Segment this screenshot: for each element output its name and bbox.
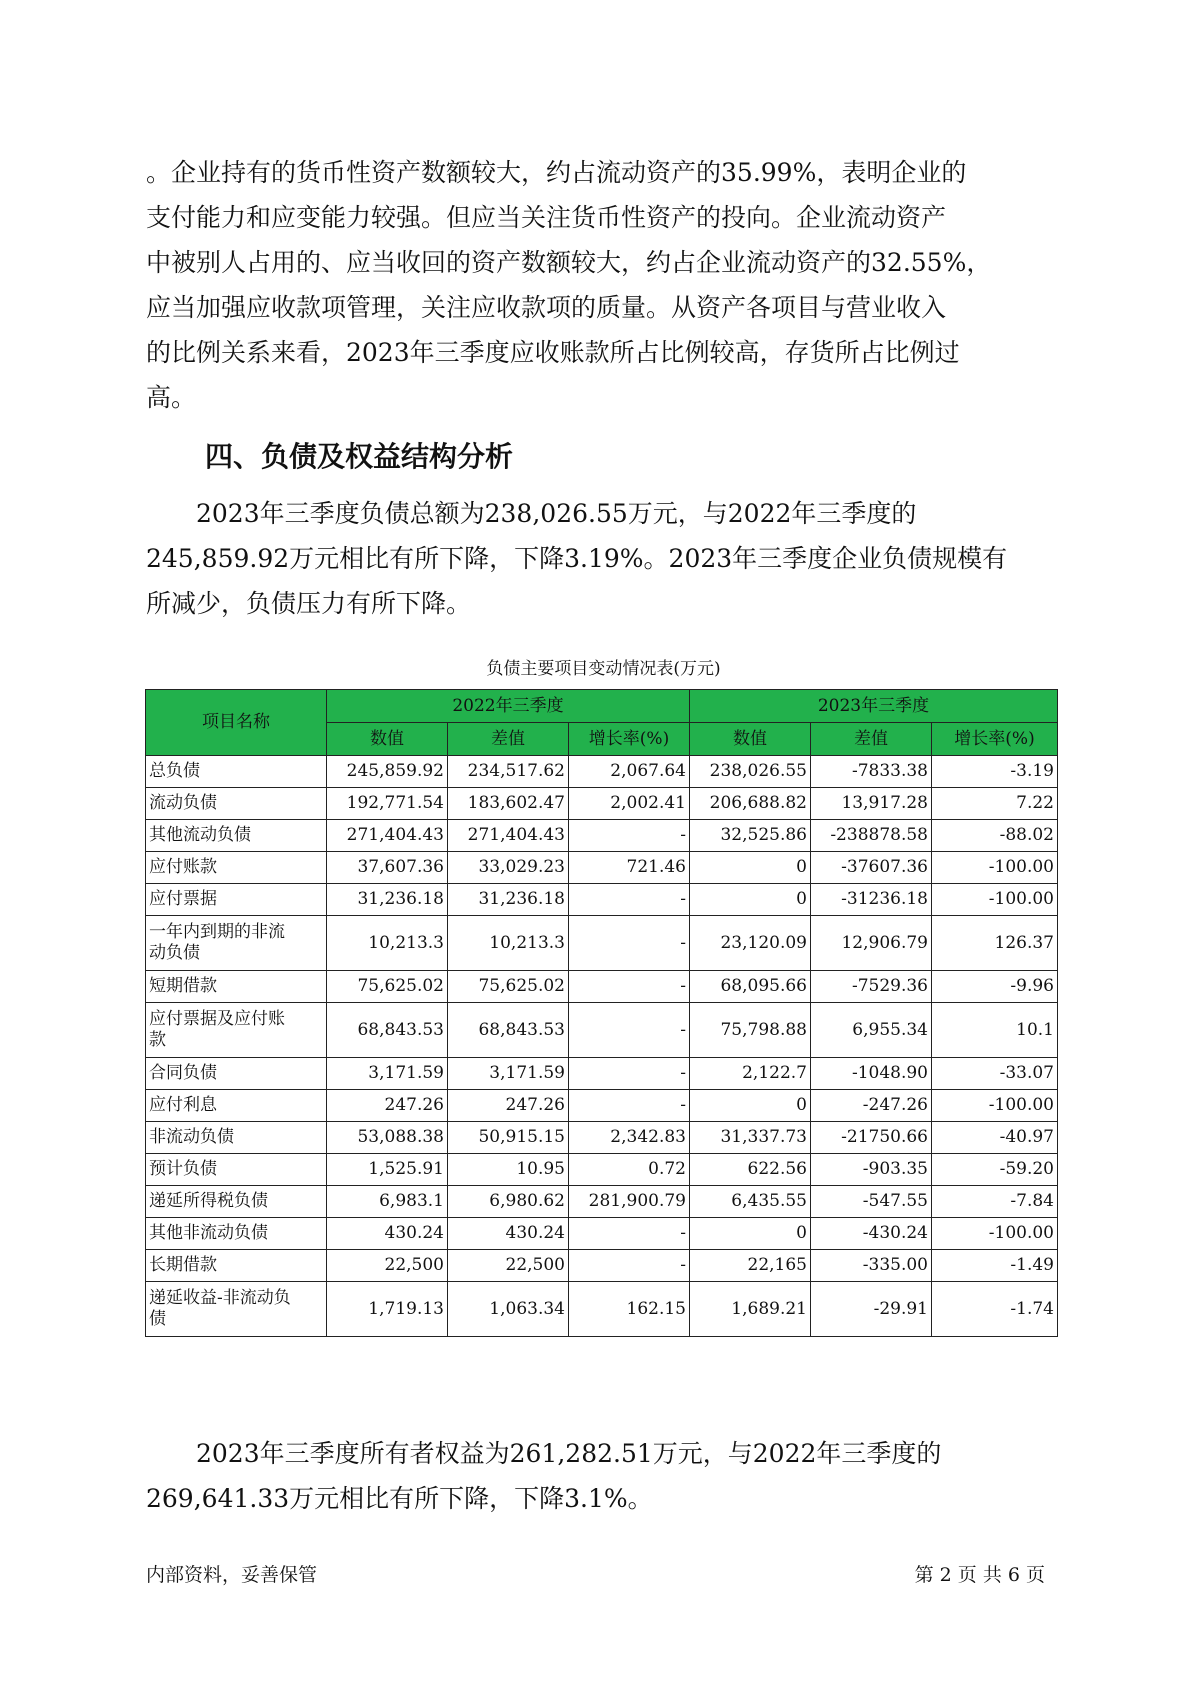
cell-growth-rate-2022: 2,342.83 [569, 1122, 690, 1154]
cell-difference-2023: -430.24 [811, 1218, 932, 1250]
cell-difference-2023: -547.55 [811, 1186, 932, 1218]
paragraph-line: 。企业持有的货币性资产数额较大，约占流动资产的35.99%，表明企业的 [146, 158, 967, 187]
cell-value-2022: 192,771.54 [327, 788, 448, 820]
row-label [146, 756, 327, 788]
cell-growth-rate-2022: 162.15 [569, 1282, 690, 1337]
table-row [146, 1218, 1058, 1250]
cell-value-2023: 68,095.66 [690, 971, 811, 1003]
cell-value-2022: 3,171.59 [327, 1058, 448, 1090]
paragraph-line: 高。 [146, 383, 197, 412]
cell-difference-2022: 75,625.02 [448, 971, 569, 1003]
footer-confidential-note: 内部资料，妥善保管 [146, 1564, 318, 1586]
cell-value-2023: 0 [690, 1218, 811, 1250]
cell-difference-2023: -903.35 [811, 1154, 932, 1186]
header-value-2023: 数值 [690, 723, 811, 756]
cell-value-2023: 206,688.82 [690, 788, 811, 820]
cell-difference-2022: 247.26 [448, 1090, 569, 1122]
cell-growth-rate-2023: -1.49 [932, 1250, 1058, 1282]
row-label-line: 应付账款 [149, 857, 217, 877]
row-label-line: 应付票据及应付账 [149, 1009, 285, 1029]
cell-value-2023: 75,798.88 [690, 1003, 811, 1058]
cell-growth-rate-2022: - [569, 1003, 690, 1058]
cell-growth-rate-2022: 2,067.64 [569, 756, 690, 788]
cell-difference-2022: 6,980.62 [448, 1186, 569, 1218]
cell-growth-rate-2022: - [569, 820, 690, 852]
row-label [146, 1250, 327, 1282]
cell-difference-2023: -335.00 [811, 1250, 932, 1282]
cell-value-2023: 0 [690, 852, 811, 884]
cell-value-2023: 0 [690, 1090, 811, 1122]
row-label [146, 852, 327, 884]
cell-value-2023: 1,689.21 [690, 1282, 811, 1337]
cell-difference-2022: 22,500 [448, 1250, 569, 1282]
cell-value-2023: 2,122.7 [690, 1058, 811, 1090]
cell-value-2023: 22,165 [690, 1250, 811, 1282]
cell-growth-rate-2023: -33.07 [932, 1058, 1058, 1090]
table-row [146, 1282, 1058, 1337]
cell-growth-rate-2023: 10.1 [932, 1003, 1058, 1058]
row-label-line: 债 [149, 1309, 166, 1329]
cell-growth-rate-2023: -100.00 [932, 884, 1058, 916]
header-difference-2023: 差值 [811, 723, 932, 756]
paragraph-line: 所减少，负债压力有所下降。 [146, 589, 472, 618]
cell-difference-2022: 31,236.18 [448, 884, 569, 916]
row-label [146, 1122, 327, 1154]
cell-value-2023: 31,337.73 [690, 1122, 811, 1154]
table-row [146, 971, 1058, 1003]
row-label [146, 788, 327, 820]
liability-table [145, 689, 1058, 1337]
cell-difference-2023: 12,906.79 [811, 916, 932, 971]
table-row [146, 1154, 1058, 1186]
row-label-line: 应付票据 [149, 889, 217, 909]
cell-value-2022: 75,625.02 [327, 971, 448, 1003]
cell-value-2022: 68,843.53 [327, 1003, 448, 1058]
paragraph-line: 支付能力和应变能力较强。但应当关注货币性资产的投向。企业流动资产 [146, 203, 947, 232]
cell-difference-2022: 183,602.47 [448, 788, 569, 820]
paragraph-equity [146, 1431, 1061, 1521]
cell-difference-2023: -247.26 [811, 1090, 932, 1122]
row-label-line: 递延收益-非流动负 [149, 1288, 291, 1308]
table-row [146, 1186, 1058, 1218]
row-label [146, 820, 327, 852]
row-label-line: 非流动负债 [149, 1127, 234, 1147]
table-row [146, 1058, 1058, 1090]
cell-difference-2022: 430.24 [448, 1218, 569, 1250]
row-label [146, 916, 327, 971]
row-label [146, 884, 327, 916]
paragraph-asset-structure [146, 150, 1061, 420]
cell-value-2023: 32,525.86 [690, 820, 811, 852]
cell-value-2022: 37,607.36 [327, 852, 448, 884]
cell-value-2023: 0 [690, 884, 811, 916]
cell-growth-rate-2023: 7.22 [932, 788, 1058, 820]
cell-value-2023: 622.56 [690, 1154, 811, 1186]
cell-growth-rate-2023: -100.00 [932, 1090, 1058, 1122]
paragraph-line: 269,641.33万元相比有所下降，下降3.1%。 [146, 1484, 653, 1513]
row-label-line: 应付利息 [149, 1095, 217, 1115]
cell-growth-rate-2022: 2,002.41 [569, 788, 690, 820]
cell-difference-2023: -37607.36 [811, 852, 932, 884]
row-label-line: 递延所得税负债 [149, 1191, 268, 1211]
cell-difference-2022: 234,517.62 [448, 756, 569, 788]
row-label-line: 动负债 [149, 943, 200, 963]
row-label-line: 款 [149, 1030, 166, 1050]
cell-growth-rate-2023: -7.84 [932, 1186, 1058, 1218]
cell-value-2022: 271,404.43 [327, 820, 448, 852]
cell-difference-2023: -31236.18 [811, 884, 932, 916]
cell-value-2022: 31,236.18 [327, 884, 448, 916]
cell-growth-rate-2022: - [569, 1058, 690, 1090]
cell-difference-2022: 50,915.15 [448, 1122, 569, 1154]
table-row [146, 1090, 1058, 1122]
cell-growth-rate-2022: - [569, 916, 690, 971]
cell-difference-2023: -1048.90 [811, 1058, 932, 1090]
cell-growth-rate-2023: -1.74 [932, 1282, 1058, 1337]
cell-difference-2023: -7529.36 [811, 971, 932, 1003]
paragraph-line: 的比例关系来看，2023年三季度应收账款所占比例较高，存货所占比例过 [146, 338, 960, 367]
cell-value-2022: 1,719.13 [327, 1282, 448, 1337]
table-row [146, 1250, 1058, 1282]
row-label [146, 1282, 327, 1337]
cell-growth-rate-2023: -88.02 [932, 820, 1058, 852]
cell-value-2022: 22,500 [327, 1250, 448, 1282]
row-label-line: 流动负债 [149, 793, 217, 813]
cell-difference-2022: 68,843.53 [448, 1003, 569, 1058]
table-row [146, 756, 1058, 788]
row-label-line: 短期借款 [149, 976, 217, 996]
cell-value-2022: 1,525.91 [327, 1154, 448, 1186]
cell-growth-rate-2022: 721.46 [569, 852, 690, 884]
paragraph-liability-total [146, 491, 1061, 626]
cell-value-2023: 238,026.55 [690, 756, 811, 788]
cell-value-2022: 245,859.92 [327, 756, 448, 788]
cell-value-2022: 6,983.1 [327, 1186, 448, 1218]
cell-difference-2023: -7833.38 [811, 756, 932, 788]
cell-growth-rate-2023: -3.19 [932, 756, 1058, 788]
row-label [146, 1186, 327, 1218]
table-row [146, 1122, 1058, 1154]
cell-growth-rate-2022: - [569, 884, 690, 916]
row-label-line: 预计负债 [149, 1159, 217, 1179]
paragraph-line: 中被别人占用的、应当收回的资产数额较大，约占企业流动资产的32.55%， [146, 248, 992, 277]
cell-growth-rate-2022: - [569, 1090, 690, 1122]
cell-growth-rate-2022: - [569, 1250, 690, 1282]
cell-value-2022: 10,213.3 [327, 916, 448, 971]
cell-difference-2023: 6,955.34 [811, 1003, 932, 1058]
section-heading: 四、负债及权益结构分析 [205, 440, 514, 473]
cell-difference-2022: 10.95 [448, 1154, 569, 1186]
table-caption: 负债主要项目变动情况表(万元) [486, 659, 721, 679]
cell-growth-rate-2022: 281,900.79 [569, 1186, 690, 1218]
row-label [146, 1090, 327, 1122]
row-label [146, 1154, 327, 1186]
cell-difference-2022: 271,404.43 [448, 820, 569, 852]
row-label-line: 合同负债 [149, 1063, 217, 1083]
cell-difference-2022: 33,029.23 [448, 852, 569, 884]
paragraph-line: 2023年三季度所有者权益为261,282.51万元，与2022年三季度的 [196, 1439, 942, 1468]
cell-difference-2022: 3,171.59 [448, 1058, 569, 1090]
cell-value-2022: 247.26 [327, 1090, 448, 1122]
paragraph-line: 2023年三季度负债总额为238,026.55万元，与2022年三季度的 [196, 499, 917, 528]
cell-growth-rate-2023: -100.00 [932, 1218, 1058, 1250]
table-row [146, 852, 1058, 884]
cell-value-2023: 6,435.55 [690, 1186, 811, 1218]
table-body [146, 756, 1058, 1337]
cell-difference-2023: -21750.66 [811, 1122, 932, 1154]
cell-growth-rate-2022: 0.72 [569, 1154, 690, 1186]
header-value-2022: 数值 [327, 723, 448, 756]
cell-growth-rate-2023: -59.20 [932, 1154, 1058, 1186]
cell-growth-rate-2023: -100.00 [932, 852, 1058, 884]
cell-growth-rate-2022: - [569, 971, 690, 1003]
cell-growth-rate-2023: -40.97 [932, 1122, 1058, 1154]
table-row [146, 884, 1058, 916]
cell-difference-2023: 13,917.28 [811, 788, 932, 820]
table-row [146, 1003, 1058, 1058]
cell-difference-2022: 10,213.3 [448, 916, 569, 971]
cell-growth-rate-2022: - [569, 1218, 690, 1250]
cell-difference-2022: 1,063.34 [448, 1282, 569, 1337]
row-label [146, 971, 327, 1003]
row-label [146, 1218, 327, 1250]
header-difference-2022: 差值 [448, 723, 569, 756]
cell-value-2023: 23,120.09 [690, 916, 811, 971]
row-label-line: 其他流动负债 [149, 825, 251, 845]
cell-growth-rate-2023: -9.96 [932, 971, 1058, 1003]
header-growth-rate-2023: 增长率(%) [932, 723, 1058, 756]
footer-page-number: 第 2 页 共 6 页 [914, 1564, 1045, 1586]
row-label-line: 一年内到期的非流 [149, 922, 285, 942]
header-year-2023: 2023年三季度 [690, 690, 1058, 723]
table-row [146, 820, 1058, 852]
cell-value-2022: 53,088.38 [327, 1122, 448, 1154]
cell-difference-2023: -29.91 [811, 1282, 932, 1337]
row-label-line: 总负债 [149, 761, 200, 781]
cell-growth-rate-2023: 126.37 [932, 916, 1058, 971]
table-row [146, 916, 1058, 971]
cell-difference-2023: -238878.58 [811, 820, 932, 852]
row-label-line: 长期借款 [149, 1255, 217, 1275]
paragraph-line: 245,859.92万元相比有所下降，下降3.19%。2023年三季度企业负债规模有 [146, 544, 1008, 573]
paragraph-line: 应当加强应收款项管理，关注应收款项的质量。从资产各项目与营业收入 [146, 293, 947, 322]
row-label [146, 1003, 327, 1058]
table-row [146, 788, 1058, 820]
header-year-2022: 2022年三季度 [327, 690, 690, 723]
row-label [146, 1058, 327, 1090]
header-growth-rate-2022: 增长率(%) [569, 723, 690, 756]
cell-value-2022: 430.24 [327, 1218, 448, 1250]
header-item-name: 项目名称 [146, 690, 327, 756]
row-label-line: 其他非流动负债 [149, 1223, 268, 1243]
